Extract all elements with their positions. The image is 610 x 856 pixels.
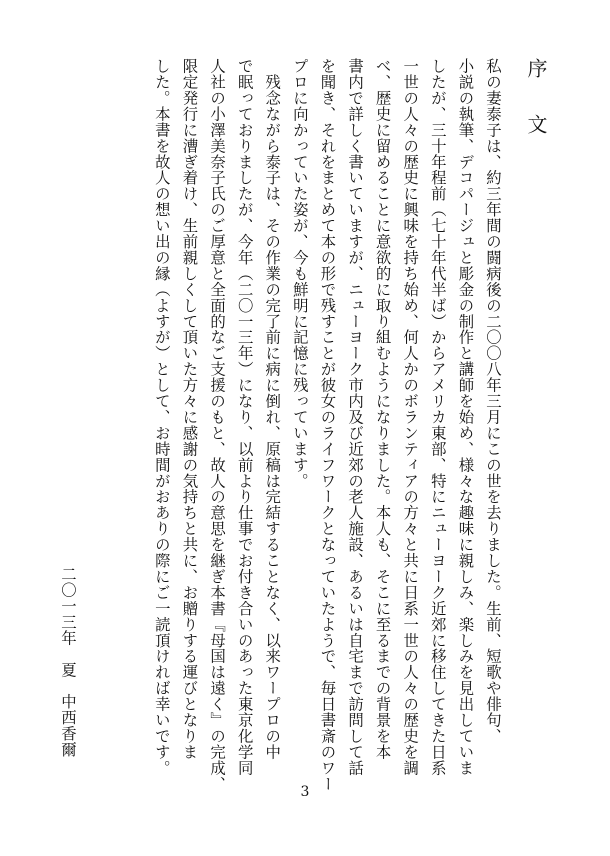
signature-date-author: 二〇一三年 夏 中西香爾 (59, 566, 77, 758)
body-line-11: 人社の小澤美奈子氏のご厚意と全面的なご支援のもと、故人の意思を継ぎ本書『母国は遠く』の完成、 (208, 58, 227, 792)
body-line-5: べ、歴史に留めることに意欲的に取り組むようになりました。本人も、そこに至るまでの背景を本 (373, 58, 392, 760)
body-line-9: 残念ながら泰子は、その作業の完了前に病に倒れ、原稿は完結することなく、以来ワープロの中 (263, 58, 282, 760)
body-line-6: 書内で詳しく書いていますが、ニューヨーク市内及び近郊の老人施設、あるいは自宅まで訪問して話 (346, 58, 365, 776)
body-line-13: した。本書を故人の想い出の縁（よすが）として、お時間がおありの際にご一読頂ければ幸いです。 (152, 58, 171, 776)
preface-body (96, 58, 506, 792)
page-number: 3 (300, 784, 310, 800)
body-line-7: を聞き、それをまとめて本の形で残すことが彼女のライフワークとなっていたようで、毎日書斎のワー (318, 58, 337, 792)
body-line-2: 小説の執筆、デコパージュと彫金の制作と講師を始め、様々な趣味に親しみ、楽しみを見出していま (456, 58, 475, 776)
body-line-12: 限定発行に漕ぎ着け、生前親しくして頂いた方々に感謝の気持ちと共に、お贈りする運びとなりま (180, 58, 199, 760)
body-line-8: プロに向かっていた姿が、今も鮮明に記憶に残っています。 (290, 58, 309, 489)
page-title: 序文 (524, 58, 548, 170)
body-line-3: したが、三十年程前（七十年代半ば）からアメリカ東部、特にニューヨーク近郊に移住してきた日系 (428, 58, 447, 776)
body-line-4: 一世の人々の歴史に興味を持ち始め、何人かのボランティアの方々と共に日系一世の人々の歴史を調 (401, 58, 420, 776)
body-line-10: で眠っておりましたが、今年（二〇一三年）になり、以前より仕事でお付き合いのあった東京化学同 (235, 58, 254, 776)
body-line-1: 私の妻泰子は、約三年間の闘病後の二〇〇八年三月にこの世を去りました。生前、短歌や俳句、 (484, 58, 502, 744)
